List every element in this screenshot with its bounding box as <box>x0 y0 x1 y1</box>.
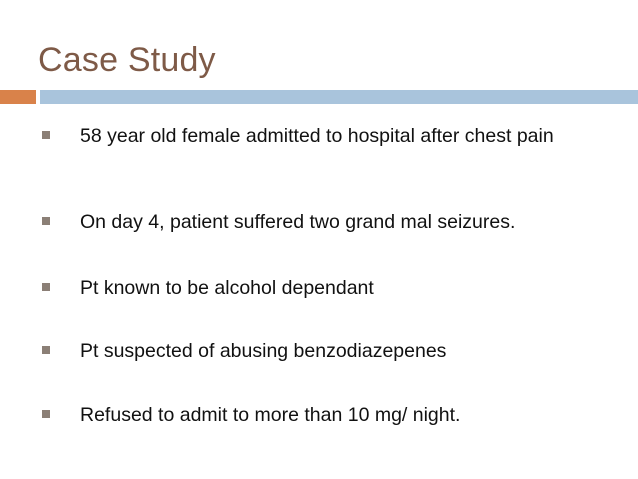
bullet-text: On day 4, patient suffered two grand mal seizures. <box>80 211 516 233</box>
bullet-text: 58 year old female admitted to hospital after chest pain <box>80 125 554 147</box>
square-bullet-icon <box>42 217 50 225</box>
bullet-text: Pt suspected of abusing benzodiazepenes <box>80 340 447 362</box>
title-rule-bar <box>40 90 638 104</box>
square-bullet-icon <box>42 131 50 139</box>
bullet-text: Pt known to be alcohol dependant <box>80 277 374 299</box>
square-bullet-icon <box>42 410 50 418</box>
bullet-text: Refused to admit to more than 10 mg/ night. <box>80 404 461 426</box>
square-bullet-icon <box>42 346 50 354</box>
slide-title: Case Study <box>38 41 216 79</box>
square-bullet-icon <box>42 283 50 291</box>
title-accent-box <box>0 90 36 104</box>
